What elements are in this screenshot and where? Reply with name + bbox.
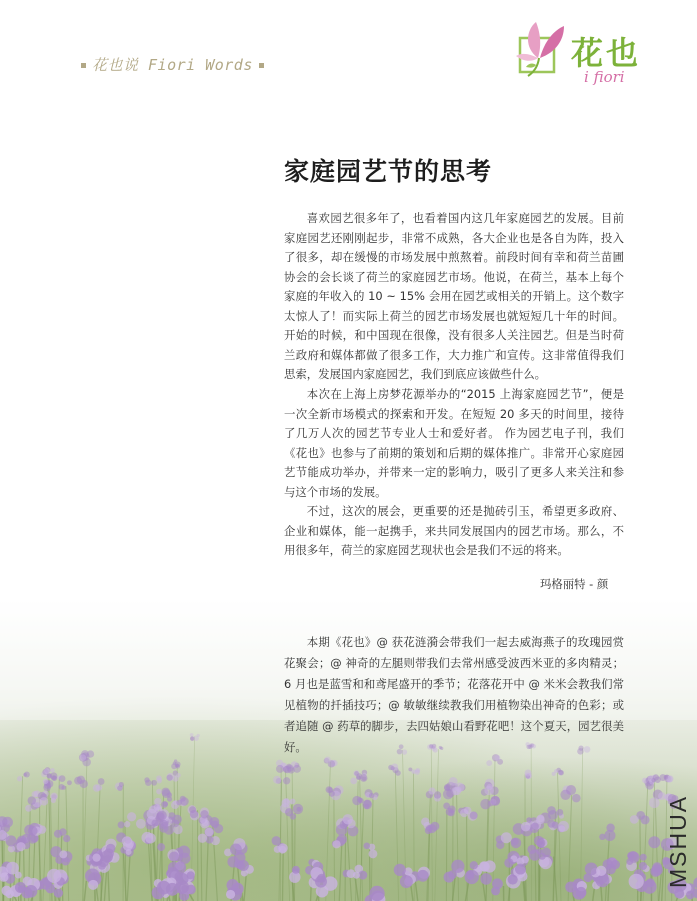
guide-paragraph — [284, 632, 624, 758]
verbena-bloom — [136, 819, 146, 829]
verbena-bloom — [448, 810, 455, 817]
photo-credit: MSHUA — [665, 794, 691, 888]
verbena-bloom — [350, 777, 357, 784]
verbena-bloom — [25, 885, 38, 898]
verbena-bloom — [411, 769, 416, 774]
verbena-bloom — [179, 853, 190, 864]
guide-text: 本期《花也》@ 获花涟漪会带我们一起去威海燕子的玫瑰园赏花聚会；@ 神奇的左腿则带我们去常州感受波西米亚的多肉精灵；6 月也是蓝雪和和鸢尾盛开的季节；花落花开中 @ 米米会教我们常见植物的扦插技巧；@ 敏敏继续教我们用植物染出神奇的色彩；或者追随 @ 药草的脚步，去四姑娘山看野花吧！这个夏天，园艺很美好。 — [284, 635, 624, 754]
verbena-bloom — [180, 797, 188, 805]
verbena-bloom — [43, 779, 48, 784]
verbena-bloom — [443, 789, 453, 799]
verbena-bloom — [515, 864, 526, 875]
verbena-bloom — [554, 769, 558, 773]
verbena-bloom — [156, 789, 162, 795]
verbena-bloom — [283, 777, 290, 784]
verbena-bloom — [145, 780, 151, 786]
article-paragraph-1 — [284, 209, 624, 385]
verbena-bloom — [167, 775, 173, 781]
verbena-bloom — [273, 776, 281, 784]
verbena-bloom — [368, 849, 377, 858]
verbena-bloom — [93, 784, 101, 792]
verbena-bloom — [190, 733, 194, 737]
verbena-bloom — [651, 778, 655, 782]
verbena-bloom — [205, 828, 214, 837]
verbena-bloom — [508, 874, 518, 884]
verbena-bloom — [15, 882, 26, 893]
verbena-bloom — [391, 766, 395, 770]
verbena-bloom — [585, 862, 598, 875]
verbena-bloom — [443, 802, 450, 809]
verbena-bloom — [157, 843, 165, 851]
verbena-bloom — [54, 888, 63, 897]
verbena-bloom — [63, 835, 70, 842]
verbena-bloom — [209, 817, 219, 827]
verbena-bloom — [127, 812, 136, 821]
verbena-bloom — [17, 776, 22, 781]
verbena-bloom — [154, 798, 161, 805]
verbena-bloom — [293, 765, 301, 773]
verbena-bloom — [504, 858, 513, 867]
verbena-bloom — [470, 812, 478, 820]
verbena-bloom — [428, 787, 435, 794]
verbena-bloom — [156, 812, 164, 820]
verbena-bloom — [486, 760, 492, 766]
verbena-bloom — [640, 854, 647, 861]
verbena-bloom — [421, 818, 429, 826]
verbena-bloom — [492, 878, 503, 889]
verbena-bloom — [347, 869, 356, 878]
logo-english-text: i fiori — [584, 68, 625, 86]
verbena-bloom — [230, 844, 242, 856]
verbena-bloom — [92, 854, 100, 862]
verbena-bloom — [171, 819, 179, 827]
verbena-bloom — [176, 873, 188, 885]
verbena-bloom — [145, 833, 156, 844]
verbena-bloom — [286, 764, 291, 769]
verbena-bloom — [558, 825, 565, 832]
verbena-bloom — [198, 834, 207, 843]
verbena-bloom — [470, 861, 478, 869]
verbena-bloom — [98, 778, 105, 785]
verbena-bloom — [292, 866, 300, 874]
verbena-bloom — [104, 855, 111, 862]
verbena-bloom — [400, 875, 413, 888]
paragraph-text: 不过，这次的展会，更重要的还是抛砖引玉，希望更多政府、企业和媒体，能一起携手，来共同发展国内的园艺市场。那么，不用很多年，荷兰的家庭园艺现状也会是我们不远的将来。 — [284, 504, 624, 557]
article-title: 家庭园艺节的思考 — [284, 157, 493, 186]
verbena-bloom — [541, 848, 551, 858]
verbena-bloom — [369, 793, 374, 798]
verbena-bloom — [484, 786, 493, 795]
verbena-bloom — [122, 836, 132, 846]
verbena-bloom — [417, 870, 429, 882]
verbena-bloom — [557, 809, 564, 816]
verbena-bloom — [565, 881, 576, 892]
verbena-bloom — [16, 842, 25, 851]
flower-stem — [283, 846, 284, 901]
verbena-bloom — [238, 860, 249, 871]
verbena-bloom — [547, 806, 556, 815]
verbena-bloom — [363, 842, 370, 849]
verbena-bloom — [566, 785, 576, 795]
verbena-bloom — [186, 885, 196, 895]
verbena-bloom — [536, 815, 545, 824]
verbena-bloom — [606, 824, 614, 832]
verbena-bloom — [80, 754, 86, 760]
verbena-bloom — [529, 850, 540, 861]
verbena-bloom — [430, 822, 439, 831]
verbena-bloom — [480, 799, 491, 810]
verbena-bloom — [80, 780, 88, 788]
bullet-square-icon — [259, 63, 264, 68]
verbena-bloom — [629, 852, 640, 863]
verbena-bloom — [534, 836, 544, 846]
verbena-bloom — [526, 817, 532, 823]
verbena-bloom — [274, 846, 281, 853]
verbena-bloom — [360, 774, 368, 782]
bullet-square-icon — [81, 63, 86, 68]
verbena-bloom — [460, 809, 468, 817]
verbena-bloom — [156, 775, 162, 781]
paragraph-text: 喜欢园艺很多年了，也看着国内这几年家庭园艺的发展。目前家庭园艺还刚刚起步，非常不成熟，各大企业也是各自为阵，投入了很多，却在缓慢的市场发展中煎熬着。前段时间有幸和荷兰苗圃协会的会长谈了荷兰的家庭园艺市场。他说，在荷兰，基本上每个家庭的年收入的 10 ~ 15% 会用在园艺或相关的开销上。这个数字太惊人了！而实际上荷兰的园艺市场发展也就短短几十年的时间。开始的时候，和中国现在很像，没有很多人关注园艺。但是当时荷兰政府和媒体都做了很多工作，大力推广和宣传。这非常值得我们思索，发展国内家庭园艺，我们到底应该做些什么。 — [284, 211, 624, 381]
verbena-bloom — [59, 775, 66, 782]
verbena-bloom — [28, 796, 36, 804]
section-tag-text: 花也说 Fiori Words — [92, 56, 253, 74]
verbena-bloom — [6, 862, 19, 875]
verbena-bloom — [276, 765, 284, 773]
verbena-bloom — [47, 869, 61, 883]
verbena-bloom — [559, 770, 564, 775]
author-signature: 玛格丽特 - 颜 — [540, 577, 609, 591]
verbena-bloom — [521, 822, 531, 832]
article-paragraph-2 — [284, 385, 624, 502]
verbena-bloom — [329, 791, 335, 797]
verbena-bloom — [364, 800, 372, 808]
verbena-bloom — [511, 838, 522, 849]
verbena-bloom — [227, 879, 239, 891]
section-tag — [75, 54, 270, 75]
verbena-bloom — [24, 772, 30, 778]
verbena-bloom — [226, 890, 235, 899]
verbena-bloom — [449, 777, 458, 786]
verbena-bloom — [525, 769, 532, 776]
verbena-bloom — [652, 862, 662, 872]
verbena-bloom — [490, 796, 500, 806]
verbena-bloom — [448, 870, 457, 879]
verbena-bloom — [59, 784, 65, 790]
verbena-bloom — [629, 874, 644, 889]
verbena-bloom — [87, 750, 94, 757]
verbena-bloom — [28, 826, 38, 836]
verbena-bloom — [352, 796, 361, 805]
verbena-bloom — [664, 775, 669, 780]
verbena-bloom — [44, 768, 50, 774]
verbena-bloom — [169, 852, 179, 862]
verbena-bloom — [630, 815, 639, 824]
verbena-bloom — [50, 793, 57, 800]
verbena-bloom — [648, 836, 660, 848]
verbena-bloom — [317, 874, 326, 883]
verbena-bloom — [175, 761, 181, 767]
verbena-bloom — [576, 887, 587, 898]
verbena-bloom — [333, 840, 341, 848]
verbena-bloom — [465, 870, 479, 884]
verbena-bloom — [190, 810, 198, 818]
verbena-bloom — [200, 810, 208, 818]
verbena-bloom — [290, 813, 296, 819]
verbena-bloom — [151, 820, 158, 827]
verbena-bloom — [118, 821, 125, 828]
verbena-bloom — [193, 736, 198, 741]
verbena-bloom — [124, 821, 130, 827]
verbena-bloom — [50, 768, 55, 773]
verbena-bloom — [480, 873, 492, 885]
verbena-bloom — [483, 860, 495, 872]
verbena-bloom — [596, 866, 606, 876]
verbena-bloom — [54, 830, 62, 838]
logo-chinese-text: 花也 — [571, 34, 642, 72]
verbena-bloom — [611, 860, 620, 869]
verbena-bloom — [395, 770, 401, 776]
verbena-bloom — [369, 886, 384, 901]
verbena-bloom — [51, 775, 56, 780]
verbena-bloom — [176, 773, 181, 778]
verbena-bloom — [297, 807, 302, 812]
brand-logo — [514, 18, 664, 88]
verbena-bloom — [290, 799, 296, 805]
verbena-bloom — [394, 864, 406, 876]
verbena-bloom — [639, 862, 647, 870]
verbena-bloom — [163, 801, 168, 806]
verbena-bloom — [649, 797, 660, 808]
verbena-bloom — [6, 835, 17, 846]
flower-logo-icon — [514, 18, 574, 82]
flower-stem — [294, 813, 295, 901]
verbena-bloom — [157, 881, 171, 895]
verbena-bloom — [167, 796, 172, 801]
verbena-bloom — [283, 798, 289, 804]
article-paragraph-3 — [284, 502, 624, 561]
verbena-bloom — [354, 771, 359, 776]
verbena-bloom — [643, 880, 657, 894]
verbena-bloom — [119, 782, 124, 787]
verbena-bloom — [501, 832, 512, 843]
verbena-bloom — [67, 780, 72, 785]
verbena-bloom — [151, 780, 157, 786]
verbena-bloom — [156, 805, 162, 811]
verbena-bloom — [572, 794, 581, 803]
verbena-bloom — [88, 880, 98, 890]
verbena-bloom — [161, 788, 169, 796]
verbena-bloom — [343, 814, 353, 824]
verbena-bloom — [40, 797, 48, 805]
verbena-bloom — [272, 836, 281, 845]
verbena-bloom — [531, 823, 538, 830]
paragraph-text: 本次在上海上房梦花源举办的“2015 上海家庭园艺节”，便是一次全新市场模式的探索和开发。在短短 20 多天的时间里，接待了几万人次的园艺节专业人士和爱好者。 作为园艺电子刊，我们《花也》也参与了前期的策划和后期的媒体推广。非常开心家庭园艺节能成功举办，并带来一定的影响力，吸引了更多人来关注和参与这个市场的发展。 — [284, 387, 624, 499]
verbena-bloom — [59, 850, 67, 858]
